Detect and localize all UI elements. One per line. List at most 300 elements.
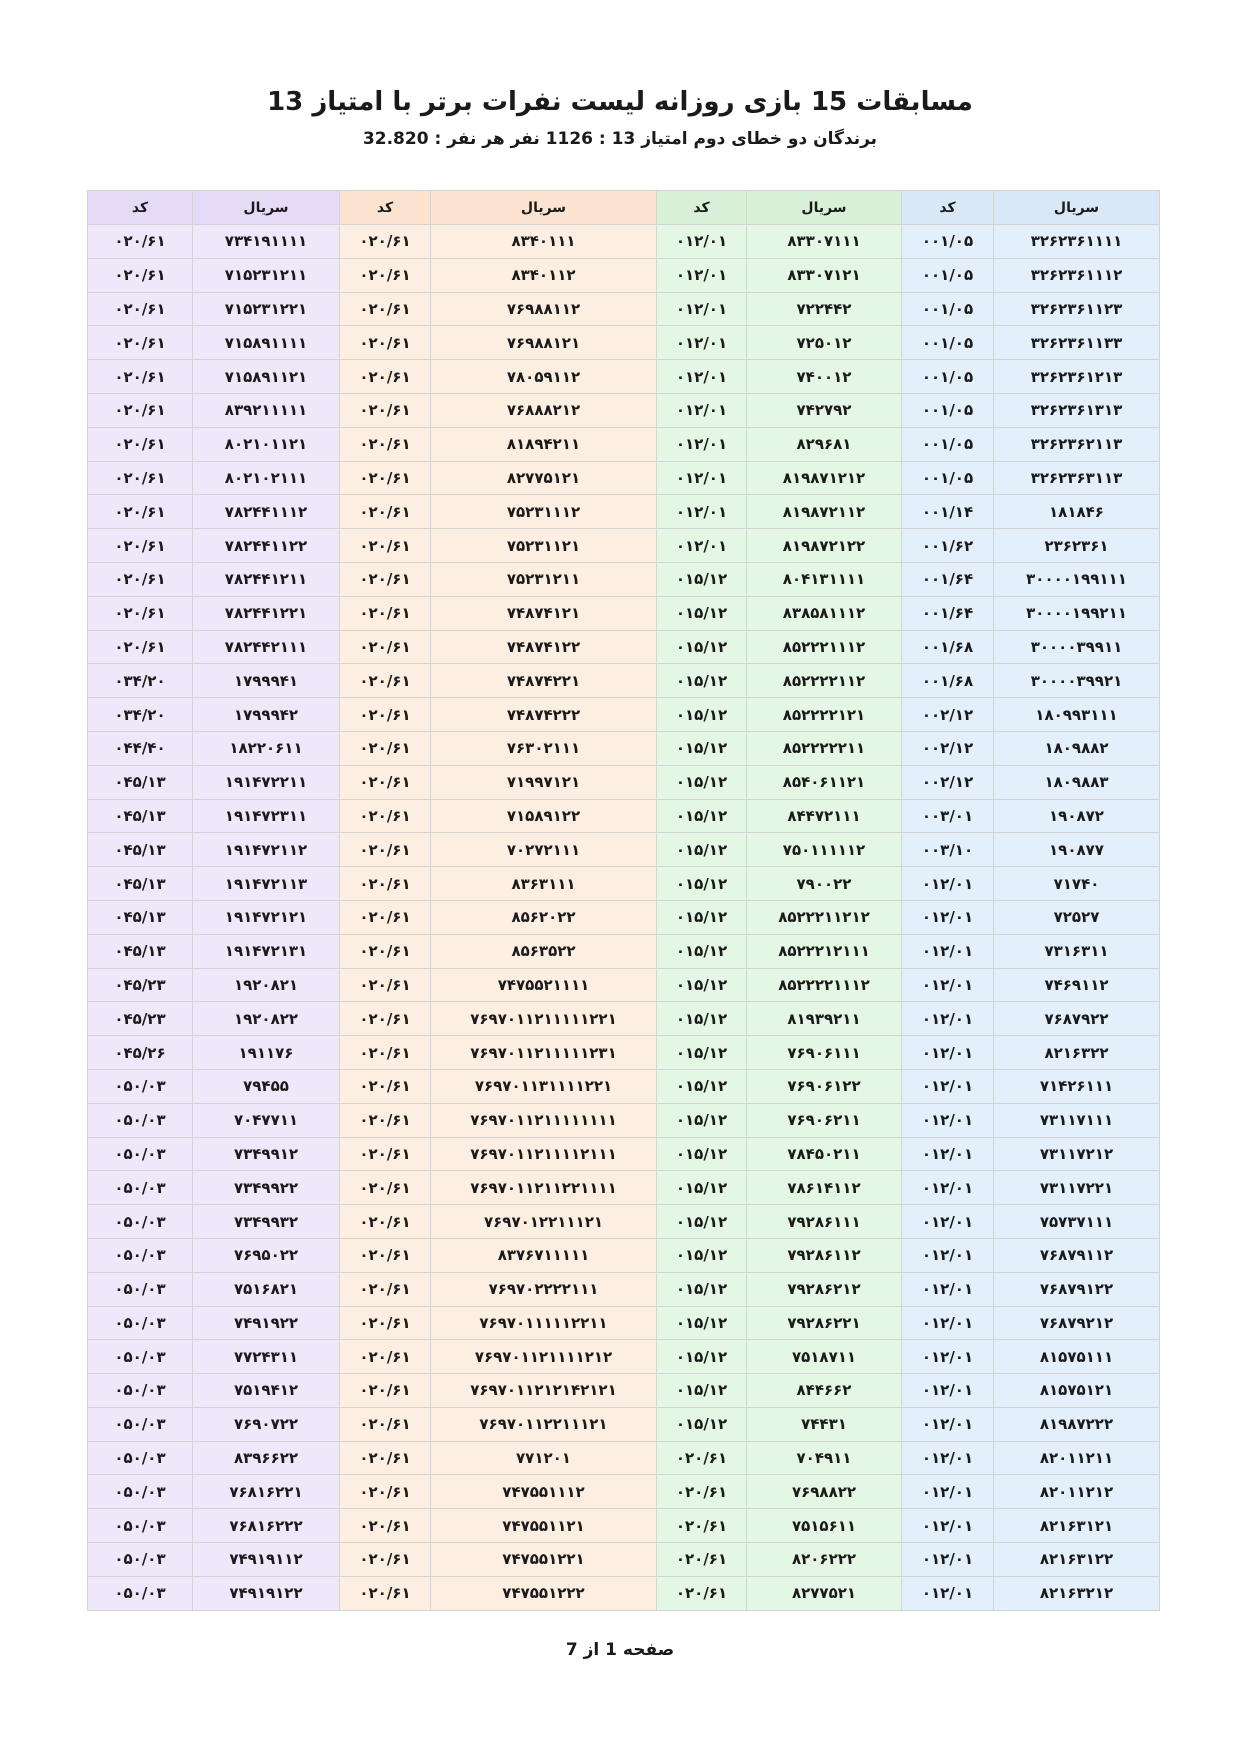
serial-cell: ۱۹۱۴۷۲۱۳۱: [193, 934, 340, 968]
table-row: [88, 1069, 1160, 1103]
serial-cell: ۸۰۲۱۰۲۱۱۱: [193, 461, 340, 495]
table-row: [88, 225, 1160, 259]
code-cell: ۰۱۵/۱۲: [657, 1002, 747, 1036]
code-cell: ۰۱۲/۰۱: [902, 900, 994, 934]
serial-cell: ۷۶۹۷۰۱۱۲۱۱۲۲۱۱۱۱: [431, 1171, 657, 1205]
serial-cell: ۷۶۸۱۶۲۲۱: [193, 1475, 340, 1509]
table-row: [88, 1509, 1160, 1543]
serial-cell: ۳۰۰۰۰۱۹۹۱۱۱: [994, 562, 1160, 596]
serial-cell: ۷۴۹۱۹۲۲: [193, 1306, 340, 1340]
serial-cell: ۱۹۱۴۷۲۱۲۱: [193, 900, 340, 934]
code-cell: ۰۴۵/۱۳: [88, 867, 193, 901]
serial-cell: ۷۴۲۷۹۲: [747, 393, 902, 427]
table-row: [88, 934, 1160, 968]
table-body: [88, 225, 1160, 1611]
code-cell: ۰۲۰/۶۱: [88, 393, 193, 427]
code-cell: ۰۱۵/۱۲: [657, 1340, 747, 1374]
code-cell: ۰۱۲/۰۱: [902, 1002, 994, 1036]
code-cell: ۰۱۲/۰۱: [902, 1340, 994, 1374]
serial-cell: ۳۰۰۰۰۳۹۹۱۱: [994, 630, 1160, 664]
serial-cell: ۷۴۷۵۵۱۲۲۲: [431, 1576, 657, 1610]
code-cell: ۰۱۵/۱۲: [657, 867, 747, 901]
code-cell: ۰۱۲/۰۱: [902, 1036, 994, 1070]
serial-cell: ۳۲۶۲۳۶۱۱۳۳: [994, 326, 1160, 360]
code-cell: ۰۱۲/۰۱: [902, 1374, 994, 1408]
serial-cell: ۷۷۲۴۳۱۱: [193, 1340, 340, 1374]
code-cell: ۰۱۲/۰۱: [657, 529, 747, 563]
code-cell: ۰۱۲/۰۱: [902, 1407, 994, 1441]
code-cell: ۰۲۰/۶۱: [88, 495, 193, 529]
code-cell: ۰۱۲/۰۱: [902, 1238, 994, 1272]
serial-cell: ۷۶۹۷۰۱۱۲۱۱۱۱۱۲۲۱: [431, 1002, 657, 1036]
table-row: [88, 1272, 1160, 1306]
serial-cell: ۸۵۶۲۰۲۲: [431, 900, 657, 934]
code-cell: ۰۲۰/۶۱: [88, 562, 193, 596]
code-cell: ۰۵۰/۰۳: [88, 1441, 193, 1475]
code-cell: ۰۲۰/۶۱: [88, 529, 193, 563]
code-cell: ۰۵۰/۰۳: [88, 1272, 193, 1306]
serial-cell: ۷۶۸۷۹۱۱۲: [994, 1238, 1160, 1272]
code-cell: ۰۱۲/۰۱: [902, 1205, 994, 1239]
serial-cell: ۸۵۲۲۲۲۱۱۱۲: [747, 968, 902, 1002]
code-cell: ۰۲۰/۶۱: [340, 1543, 431, 1577]
code-cell: ۰۱۲/۰۱: [902, 1543, 994, 1577]
code-cell: ۰۴۵/۲۳: [88, 968, 193, 1002]
code-cell: ۰۲۰/۶۱: [340, 562, 431, 596]
code-cell: ۰۰۱/۰۵: [902, 461, 994, 495]
serial-cell: ۸۲۷۷۵۱۲۱: [431, 461, 657, 495]
table-row: [88, 393, 1160, 427]
code-cell: ۰۲۰/۶۱: [340, 529, 431, 563]
serial-cell: ۷۷۱۲۰۱: [431, 1441, 657, 1475]
table-row: [88, 799, 1160, 833]
code-cell: ۰۴۴/۴۰: [88, 731, 193, 765]
code-cell: ۰۱۵/۱۲: [657, 1137, 747, 1171]
code-cell: ۰۲۰/۶۱: [340, 799, 431, 833]
serial-cell: ۳۲۶۲۳۶۳۱۱۳: [994, 461, 1160, 495]
table-row: [88, 1137, 1160, 1171]
code-cell: ۰۲۰/۶۱: [88, 596, 193, 630]
code-cell: ۰۱۲/۰۱: [902, 1137, 994, 1171]
code-cell: ۰۱۵/۱۲: [657, 562, 747, 596]
table-row: [88, 1576, 1160, 1610]
serial-cell: ۷۴۸۷۴۱۲۲: [431, 630, 657, 664]
serial-cell: ۷۱۷۴۰: [994, 867, 1160, 901]
code-cell: ۰۰۱/۰۵: [902, 393, 994, 427]
code-cell: ۰۱۲/۰۱: [902, 1509, 994, 1543]
code-cell: ۰۱۵/۱۲: [657, 698, 747, 732]
serial-cell: ۷۴۴۳۱: [747, 1407, 902, 1441]
table-row: [88, 427, 1160, 461]
table-row: [88, 1103, 1160, 1137]
code-cell: ۰۴۵/۱۳: [88, 934, 193, 968]
code-cell: ۰۲۰/۶۱: [340, 664, 431, 698]
serial-cell: ۱۹۱۴۷۲۱۱۲: [193, 833, 340, 867]
serial-cell: ۸۱۹۸۷۱۲۱۲: [747, 461, 902, 495]
serial-cell: ۷۸۲۴۴۱۲۲۱: [193, 596, 340, 630]
code-cell: ۰۲۰/۶۱: [340, 968, 431, 1002]
table-row: [88, 664, 1160, 698]
code-cell: ۰۱۲/۰۱: [902, 1576, 994, 1610]
serial-cell: ۸۱۹۸۷۲۱۲۲: [747, 529, 902, 563]
code-cell: ۰۱۲/۰۱: [657, 326, 747, 360]
code-cell: ۰۲۰/۶۱: [88, 292, 193, 326]
serial-cell: ۷۶۹۰۶۱۱۱: [747, 1036, 902, 1070]
serial-cell: ۷۶۹۷۰۱۱۲۱۱۱۱۲۱۲: [431, 1340, 657, 1374]
code-cell: ۰۵۰/۰۳: [88, 1103, 193, 1137]
code-cell: ۰۲۰/۶۱: [340, 326, 431, 360]
code-cell: ۰۲۰/۶۱: [657, 1509, 747, 1543]
code-cell: ۰۱۵/۱۲: [657, 1374, 747, 1408]
code-cell: ۰۲۰/۶۱: [340, 1340, 431, 1374]
serial-cell: ۱۹۱۴۷۲۳۱۱: [193, 799, 340, 833]
serial-cell: ۸۲۰۱۱۲۱۲: [994, 1475, 1160, 1509]
serial-cell: ۷۱۹۹۷۱۲۱: [431, 765, 657, 799]
serial-cell: ۷۱۴۲۶۱۱۱: [994, 1069, 1160, 1103]
serial-cell: ۷۵۷۳۷۱۱۱: [994, 1205, 1160, 1239]
column-header-serial: سریال: [994, 191, 1160, 225]
table-row: [88, 1475, 1160, 1509]
serial-cell: ۱۸۰۹۸۸۳: [994, 765, 1160, 799]
code-cell: ۰۲۰/۶۱: [340, 731, 431, 765]
serial-cell: ۱۹۱۴۷۲۱۱۳: [193, 867, 340, 901]
serial-cell: ۷۴۹۱۹۱۱۲: [193, 1543, 340, 1577]
code-cell: ۰۱۲/۰۱: [657, 427, 747, 461]
serial-cell: ۱۸۰۹۸۸۲: [994, 731, 1160, 765]
serial-cell: ۸۲۱۶۳۲۲: [994, 1036, 1160, 1070]
table-row: [88, 731, 1160, 765]
table-row: [88, 326, 1160, 360]
serial-cell: ۸۱۹۸۷۲۲۲: [994, 1407, 1160, 1441]
serial-cell: ۸۱۵۷۵۱۲۱: [994, 1374, 1160, 1408]
code-cell: ۰۰۱/۶۴: [902, 596, 994, 630]
serial-cell: ۸۰۴۱۳۱۱۱۱: [747, 562, 902, 596]
code-cell: ۰۲۰/۶۱: [340, 1475, 431, 1509]
code-cell: ۰۱۵/۱۲: [657, 833, 747, 867]
serial-cell: ۷۶۹۰۷۲۲: [193, 1407, 340, 1441]
serial-cell: ۷۶۸۱۶۲۲۲: [193, 1509, 340, 1543]
code-cell: ۰۱۲/۰۱: [902, 934, 994, 968]
code-cell: ۰۱۲/۰۱: [902, 968, 994, 1002]
code-cell: ۰۲۰/۶۱: [340, 393, 431, 427]
code-cell: ۰۵۰/۰۳: [88, 1171, 193, 1205]
serial-cell: ۱۸۲۲۰۶۱۱: [193, 731, 340, 765]
code-cell: ۰۱۲/۰۱: [902, 1475, 994, 1509]
table-row: [88, 1171, 1160, 1205]
serial-cell: ۱۸۰۹۹۳۱۱۱: [994, 698, 1160, 732]
code-cell: ۰۲۰/۶۱: [340, 1036, 431, 1070]
serial-cell: ۳۲۶۲۳۶۱۲۱۳: [994, 360, 1160, 394]
serial-cell: ۷۸۲۴۴۲۱۱۱: [193, 630, 340, 664]
code-cell: ۰۱۵/۱۲: [657, 596, 747, 630]
code-cell: ۰۰۱/۰۵: [902, 225, 994, 259]
serial-cell: ۸۱۹۸۷۲۱۱۲: [747, 495, 902, 529]
serial-cell: ۸۳۴۰۱۱۲: [431, 258, 657, 292]
serial-cell: ۷۶۹۷۰۱۱۲۱۲۱۴۲۱۲۱: [431, 1374, 657, 1408]
code-cell: ۰۵۰/۰۳: [88, 1374, 193, 1408]
code-cell: ۰۲۰/۶۱: [340, 867, 431, 901]
serial-cell: ۷۶۹۷۰۱۱۱۱۱۲۲۱۱: [431, 1306, 657, 1340]
code-cell: ۰۱۵/۱۲: [657, 765, 747, 799]
serial-cell: ۷۴۹۱۹۱۲۲: [193, 1576, 340, 1610]
serial-cell: ۷۶۹۷۰۱۲۲۱۱۱۲۱: [431, 1205, 657, 1239]
serial-cell: ۸۵۲۲۲۲۲۱۱: [747, 731, 902, 765]
serial-cell: ۱۹۰۸۷۲: [994, 799, 1160, 833]
code-cell: ۰۴۵/۲۶: [88, 1036, 193, 1070]
code-cell: ۰۲۰/۶۱: [340, 258, 431, 292]
table-row: [88, 1002, 1160, 1036]
serial-cell: ۷۴۸۷۴۲۲۱: [431, 664, 657, 698]
serial-cell: ۸۱۸۹۴۲۱۱: [431, 427, 657, 461]
code-cell: ۰۱۲/۰۱: [657, 393, 747, 427]
table-header-row: [88, 191, 1160, 225]
table-row: [88, 1238, 1160, 1272]
serial-cell: ۸۵۲۲۲۲۱۲۱: [747, 698, 902, 732]
serial-cell: ۷۹۲۸۶۲۱۲: [747, 1272, 902, 1306]
serial-cell: ۷۵۰۱۱۱۱۱۲: [747, 833, 902, 867]
serial-cell: ۸۲۱۶۳۱۲۲: [994, 1543, 1160, 1577]
code-cell: ۰۲۰/۶۱: [88, 258, 193, 292]
code-cell: ۰۱۵/۱۲: [657, 664, 747, 698]
code-cell: ۰۵۰/۰۳: [88, 1205, 193, 1239]
code-cell: ۰۰۱/۱۴: [902, 495, 994, 529]
serial-cell: ۷۶۹۸۸۱۲۱: [431, 326, 657, 360]
serial-cell: ۱۸۱۸۴۶: [994, 495, 1160, 529]
code-cell: ۰۱۲/۰۱: [902, 1069, 994, 1103]
code-cell: ۰۲۰/۶۱: [340, 1374, 431, 1408]
serial-cell: ۷۳۴۹۹۲۲: [193, 1171, 340, 1205]
column-header-serial: سریال: [431, 191, 657, 225]
serial-cell: ۸۰۲۱۰۱۱۲۱: [193, 427, 340, 461]
code-cell: ۰۰۱/۶۸: [902, 664, 994, 698]
code-cell: ۰۱۵/۱۲: [657, 1036, 747, 1070]
code-cell: ۰۰۱/۶۴: [902, 562, 994, 596]
serial-cell: ۸۵۲۲۲۱۱۱۲: [747, 630, 902, 664]
serial-cell: ۷۸۲۴۴۱۱۲۲: [193, 529, 340, 563]
code-cell: ۰۰۱/۰۵: [902, 292, 994, 326]
table-row: [88, 1441, 1160, 1475]
serial-cell: ۷۶۹۸۸۱۱۲: [431, 292, 657, 326]
serial-cell: ۷۶۸۸۸۲۱۲: [431, 393, 657, 427]
table-row: [88, 833, 1160, 867]
serial-cell: ۸۲۱۶۳۱۲۱: [994, 1509, 1160, 1543]
serial-cell: ۷۴۶۹۱۱۲: [994, 968, 1160, 1002]
code-cell: ۰۲۰/۶۱: [340, 292, 431, 326]
serial-cell: ۷۶۹۷۰۱۱۲۱۱۱۱۱۱۱۱: [431, 1103, 657, 1137]
serial-cell: ۳۲۶۲۳۶۲۱۱۳: [994, 427, 1160, 461]
table-row: [88, 360, 1160, 394]
code-cell: ۰۲۰/۶۱: [340, 1238, 431, 1272]
serial-cell: ۷۴۸۷۴۲۲۲: [431, 698, 657, 732]
serial-cell: ۷۹۰۰۲۲: [747, 867, 902, 901]
code-cell: ۰۵۰/۰۳: [88, 1475, 193, 1509]
code-cell: ۰۰۲/۱۲: [902, 731, 994, 765]
code-cell: ۰۲۰/۶۱: [340, 360, 431, 394]
code-cell: ۰۳۴/۲۰: [88, 664, 193, 698]
code-cell: ۰۱۲/۰۱: [902, 1441, 994, 1475]
serial-cell: ۷۱۵۲۳۱۲۱۱: [193, 258, 340, 292]
code-cell: ۰۲۰/۶۱: [657, 1475, 747, 1509]
code-cell: ۰۱۵/۱۲: [657, 1069, 747, 1103]
code-cell: ۰۰۱/۰۵: [902, 427, 994, 461]
code-cell: ۰۱۵/۱۲: [657, 1272, 747, 1306]
table-row: [88, 1407, 1160, 1441]
serial-cell: ۷۸۲۴۴۱۱۱۲: [193, 495, 340, 529]
code-cell: ۰۲۰/۶۱: [340, 1069, 431, 1103]
code-cell: ۰۲۰/۶۱: [657, 1441, 747, 1475]
column-header-code: کد: [902, 191, 994, 225]
code-cell: ۰۰۱/۰۵: [902, 360, 994, 394]
serial-cell: ۸۵۲۲۲۱۲۱۱۱: [747, 934, 902, 968]
column-header-serial: سریال: [747, 191, 902, 225]
code-cell: ۰۱۲/۰۱: [657, 258, 747, 292]
serial-cell: ۷۶۹۸۸۲۲: [747, 1475, 902, 1509]
table-row: [88, 258, 1160, 292]
code-cell: ۰۱۲/۰۱: [902, 1306, 994, 1340]
serial-cell: ۷۹۲۸۶۲۲۱: [747, 1306, 902, 1340]
code-cell: ۰۵۰/۰۳: [88, 1137, 193, 1171]
serial-cell: ۳۰۰۰۰۱۹۹۲۱۱: [994, 596, 1160, 630]
code-cell: ۰۱۵/۱۲: [657, 900, 747, 934]
serial-cell: ۷۵۱۶۸۲۱: [193, 1272, 340, 1306]
code-cell: ۰۲۰/۶۱: [340, 1103, 431, 1137]
code-cell: ۰۱۵/۱۲: [657, 799, 747, 833]
code-cell: ۰۱۵/۱۲: [657, 1407, 747, 1441]
code-cell: ۰۲۰/۶۱: [88, 630, 193, 664]
code-cell: ۰۱۲/۰۱: [657, 495, 747, 529]
code-cell: ۰۵۰/۰۳: [88, 1407, 193, 1441]
table-row: [88, 630, 1160, 664]
code-cell: ۰۵۰/۰۳: [88, 1306, 193, 1340]
serial-cell: ۷۹۲۸۶۱۱۱: [747, 1205, 902, 1239]
serial-cell: ۸۳۷۶۷۱۱۱۱۱: [431, 1238, 657, 1272]
table-row: [88, 1306, 1160, 1340]
code-cell: ۰۴۵/۱۳: [88, 833, 193, 867]
serial-cell: ۷۸۴۵۰۲۱۱: [747, 1137, 902, 1171]
serial-cell: ۷۰۴۷۷۱۱: [193, 1103, 340, 1137]
serial-cell: ۷۹۲۸۶۱۱۲: [747, 1238, 902, 1272]
serial-cell: ۸۳۴۰۱۱۱: [431, 225, 657, 259]
code-cell: ۰۲۰/۶۱: [657, 1576, 747, 1610]
code-cell: ۰۳۴/۲۰: [88, 698, 193, 732]
serial-cell: ۷۶۹۷۰۱۱۳۱۱۱۱۲۲۱: [431, 1069, 657, 1103]
code-cell: ۰۰۲/۱۲: [902, 698, 994, 732]
code-cell: ۰۰۱/۶۲: [902, 529, 994, 563]
serial-cell: ۷۱۵۸۹۱۱۲۱: [193, 360, 340, 394]
serial-cell: ۸۲۹۶۸۱: [747, 427, 902, 461]
serial-cell: ۳۲۶۲۳۶۱۱۱۱: [994, 225, 1160, 259]
serial-cell: ۷۲۲۴۴۲: [747, 292, 902, 326]
code-cell: ۰۱۵/۱۲: [657, 1306, 747, 1340]
serial-cell: ۷۸۲۴۴۱۲۱۱: [193, 562, 340, 596]
code-cell: ۰۲۰/۶۱: [340, 630, 431, 664]
code-cell: ۰۲۰/۶۱: [88, 461, 193, 495]
serial-cell: ۷۳۱۱۷۲۲۱: [994, 1171, 1160, 1205]
serial-cell: ۱۹۰۸۷۷: [994, 833, 1160, 867]
code-cell: ۰۲۰/۶۱: [340, 765, 431, 799]
serial-cell: ۳۰۰۰۰۳۹۹۲۱: [994, 664, 1160, 698]
code-cell: ۰۲۰/۶۱: [88, 427, 193, 461]
code-cell: ۰۲۰/۶۱: [340, 1205, 431, 1239]
code-cell: ۰۲۰/۶۱: [88, 326, 193, 360]
table-row: [88, 495, 1160, 529]
code-cell: ۰۲۰/۶۱: [340, 698, 431, 732]
serial-cell: ۱۷۹۹۹۴۱: [193, 664, 340, 698]
serial-cell: ۷۶۹۷۰۲۲۲۲۱۱۱: [431, 1272, 657, 1306]
table-row: [88, 1205, 1160, 1239]
serial-cell: ۷۲۵۲۷: [994, 900, 1160, 934]
code-cell: ۰۴۵/۲۳: [88, 1002, 193, 1036]
column-header-code: کد: [657, 191, 747, 225]
code-cell: ۰۱۲/۰۱: [657, 225, 747, 259]
code-cell: ۰۵۰/۰۳: [88, 1069, 193, 1103]
serial-cell: ۸۳۳۰۷۱۲۱: [747, 258, 902, 292]
serial-cell: ۱۹۲۰۸۲۲: [193, 1002, 340, 1036]
code-cell: ۰۵۰/۰۳: [88, 1543, 193, 1577]
serial-cell: ۷۴۷۵۵۱۲۲۱: [431, 1543, 657, 1577]
code-cell: ۰۱۲/۰۱: [657, 360, 747, 394]
results-table-container: [87, 190, 1159, 1611]
table-row: [88, 461, 1160, 495]
serial-cell: ۷۱۵۲۳۱۲۲۱: [193, 292, 340, 326]
serial-cell: ۸۳۹۶۶۲۲: [193, 1441, 340, 1475]
table-row: [88, 596, 1160, 630]
code-cell: ۰۴۵/۱۳: [88, 799, 193, 833]
code-cell: ۰۲۰/۶۱: [340, 1407, 431, 1441]
serial-cell: ۷۴۸۷۴۱۲۱: [431, 596, 657, 630]
code-cell: ۰۰۳/۱۰: [902, 833, 994, 867]
serial-cell: ۸۲۰۶۲۲۲: [747, 1543, 902, 1577]
serial-cell: ۷۶۹۷۰۱۱۲۱۱۱۱۱۲۳۱: [431, 1036, 657, 1070]
code-cell: ۰۲۰/۶۱: [340, 1137, 431, 1171]
serial-cell: ۸۴۴۶۶۲: [747, 1374, 902, 1408]
serial-cell: ۸۱۵۷۵۱۱۱: [994, 1340, 1160, 1374]
serial-cell: ۷۶۹۷۰۱۱۲۱۱۱۱۲۱۱۱: [431, 1137, 657, 1171]
code-cell: ۰۲۰/۶۱: [340, 1002, 431, 1036]
serial-cell: ۷۵۱۹۴۱۲: [193, 1374, 340, 1408]
serial-cell: ۷۸۶۱۴۱۱۲: [747, 1171, 902, 1205]
code-cell: ۰۱۵/۱۲: [657, 731, 747, 765]
serial-cell: ۸۵۶۳۵۲۲: [431, 934, 657, 968]
serial-cell: ۷۸۰۵۹۱۱۲: [431, 360, 657, 394]
serial-cell: ۷۵۱۵۶۱۱: [747, 1509, 902, 1543]
serial-cell: ۷۳۱۶۳۱۱: [994, 934, 1160, 968]
code-cell: ۰۱۵/۱۲: [657, 1205, 747, 1239]
code-cell: ۰۲۰/۶۱: [340, 1272, 431, 1306]
code-cell: ۰۱۵/۱۲: [657, 934, 747, 968]
serial-cell: ۳۲۶۲۳۶۱۱۱۲: [994, 258, 1160, 292]
serial-cell: ۳۲۶۲۳۶۱۱۲۳: [994, 292, 1160, 326]
code-cell: ۰۲۰/۶۱: [340, 833, 431, 867]
serial-cell: ۸۵۲۲۲۱۱۲۱۲: [747, 900, 902, 934]
code-cell: ۰۲۰/۶۱: [340, 1306, 431, 1340]
code-cell: ۰۱۵/۱۲: [657, 630, 747, 664]
code-cell: ۰۱۲/۰۱: [902, 1272, 994, 1306]
code-cell: ۰۵۰/۰۳: [88, 1576, 193, 1610]
code-cell: ۰۴۵/۱۳: [88, 765, 193, 799]
code-cell: ۰۰۲/۱۲: [902, 765, 994, 799]
serial-cell: ۸۳۳۰۷۱۱۱: [747, 225, 902, 259]
table-row: [88, 292, 1160, 326]
serial-cell: ۷۴۷۵۵۲۱۱۱۱: [431, 968, 657, 1002]
serial-cell: ۷۵۱۸۷۱۱: [747, 1340, 902, 1374]
table-row: [88, 900, 1160, 934]
serial-cell: ۷۳۱۱۷۲۱۲: [994, 1137, 1160, 1171]
code-cell: ۰۰۱/۰۵: [902, 258, 994, 292]
serial-cell: ۷۳۴۹۹۱۲: [193, 1137, 340, 1171]
serial-cell: ۷۲۵۰۱۲: [747, 326, 902, 360]
serial-cell: ۷۳۴۹۹۳۲: [193, 1205, 340, 1239]
